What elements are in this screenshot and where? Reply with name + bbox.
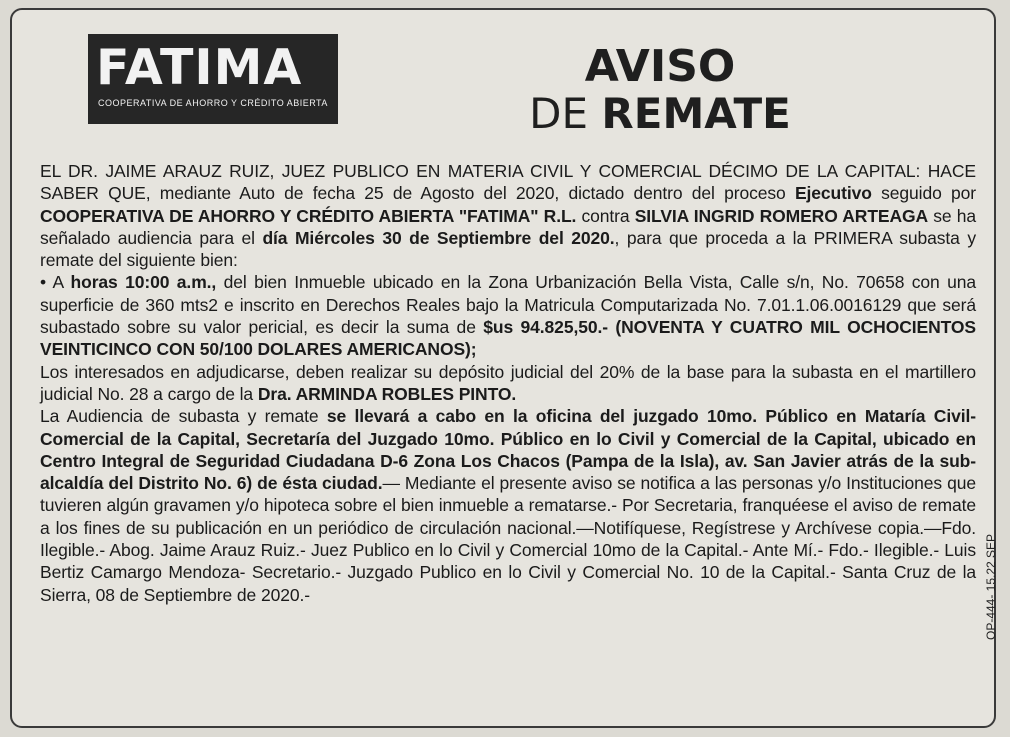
text-segment: , para que proceda a la PRIMERA subasta y remate del siguiente bien: xyxy=(40,227,976,271)
paragraph-deposit xyxy=(40,361,976,406)
logo-wordmark: FATIMA xyxy=(96,39,303,96)
text-segment: del bien Inmueble ubicado en la Zona Urbanización Bella Vista, Calle s/n, No. 70658 con una superficie de 360 mts2 e inscrito en Derechos Reales bajo la Matricula Computarizada No. 7.01.1.06.0016129 que será subastado sobre su valor pericial, es decir la suma de xyxy=(40,272,976,338)
notice-body xyxy=(40,160,976,606)
text-segment: • A xyxy=(40,272,71,293)
text-bold: Ejecutivo xyxy=(794,183,872,204)
logo-subtitle: COOPERATIVA DE AHORRO Y CRÉDITO ABIERTA xyxy=(98,98,328,108)
title-de: DE xyxy=(529,89,589,138)
text-segment: La Audiencia de subasta y remate xyxy=(40,406,327,427)
paragraph-property xyxy=(40,271,976,360)
paragraph-intro xyxy=(40,160,976,271)
paragraph-hearing xyxy=(40,405,976,606)
text-segment: — Mediante el presente aviso se notifica a las personas y/o Instituciones que tuvieren algún gravamen y/o hipoteca sobre el bien inmueble a rematarse.- Por Secretaria, franquéese el aviso de remate a los fines de su publicación en un periódico de circulación nacional.—Notifíquese, Regístrese y Archívese copia.—Fdo. Ilegible.- Abog. Jaime Arauz Ruiz.- Juez Publico en lo Civil y Comercial 10mo de la Capital.- Ante Mí.- Fdo.- Ilegible.- Luis Bertiz Camargo Mendoza- Secretario.- Juzgado Publico en lo Civil y Comercial No. 10 de la Capital.- Santa Cruz de la Sierra, 08 de Septiembre de 2020.- xyxy=(40,473,976,605)
text-bold: SILVIA INGRID ROMERO ARTEAGA xyxy=(634,205,929,226)
text-bold: horas 10:00 a.m., xyxy=(70,272,217,293)
text-bold: COOPERATIVA DE AHORRO Y CRÉDITO ABIERTA "FATIMA" R.L. xyxy=(40,205,577,226)
text-segment: seguido por xyxy=(871,183,976,204)
fatima-logo xyxy=(88,34,338,124)
title-remate: REMATE xyxy=(601,89,791,138)
title-de-remate xyxy=(470,90,850,138)
text-bold: Dra. ARMINDA ROBLES PINTO. xyxy=(257,383,517,404)
publication-code: OP-444- 15.22 SEP xyxy=(984,533,998,640)
text-segment: EL DR. JAIME ARAUZ RUIZ, JUEZ PUBLICO EN MATERIA CIVIL Y COMERCIAL DÉCIMO DE LA CAPITAL: HACE SABER QUE, mediante Auto de fecha 25 de Agosto del 2020, dictado dentro del proceso xyxy=(40,161,976,204)
text-bold: $us 94.825,50.- (NOVENTA Y CUATRO MIL OCHOCIENTOS VEINTICINCO CON 50/100 DOLARES AMERICANOS); xyxy=(40,317,976,360)
title-aviso: AVISO xyxy=(584,41,736,92)
text-bold: se llevará a cabo en la oficina del juzgado 10mo. Público en Mataría Civil- Comercial de la Capital, Secretaría del Juzgado 10mo. Público en lo Civil y Comercial de la Capital, ubicado en Centro Integral de Seguridad Ciudadana D-6 Zona Los Chacos (Pampa de la Isla), av. San Javier atrás de la sub-alcaldía del Distrito No. 6) de ésta ciudad. xyxy=(40,406,976,494)
text-segment: contra xyxy=(576,205,635,226)
text-segment: se ha señalado audiencia para el xyxy=(40,205,976,248)
text-bold: día Miércoles 30 de Septiembre del 2020. xyxy=(262,227,615,248)
text-segment: Los interesados en adjudicarse, deben realizar su depósito judicial del 20% de la base para la subasta en el martillero judicial No. 28 a cargo de la xyxy=(40,361,976,404)
